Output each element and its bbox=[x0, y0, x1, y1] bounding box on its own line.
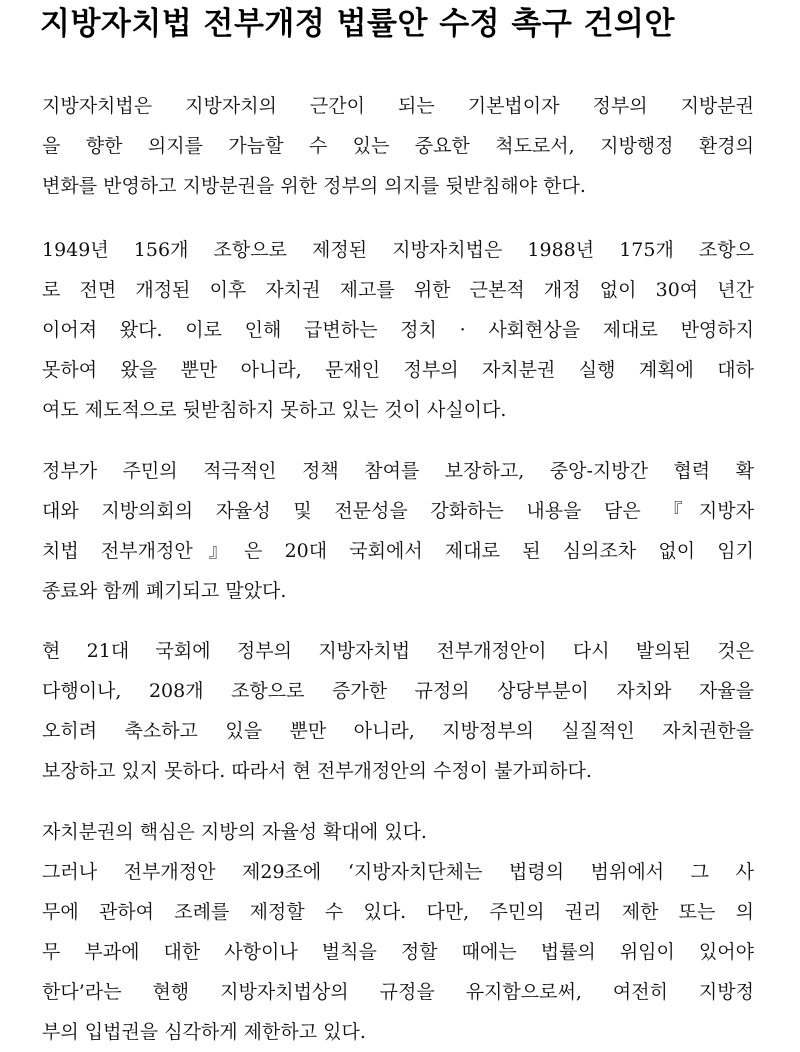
paragraph-5 bbox=[42, 812, 754, 1052]
paragraph-line: 자치분권의 핵심은 지방의 자율성 확대에 있다. bbox=[42, 821, 427, 843]
paragraph-line: 종료와 함께 폐기되고 말았다. bbox=[42, 580, 287, 602]
paragraph-line: 그러나 전부개정안 제29조에 ‘지방자치단체는 법령의 범위에서 그 사 bbox=[42, 861, 754, 883]
paragraph-line: 을 향한 의지를 가늠할 수 있는 중요한 척도로서, 지방행정 환경의 bbox=[42, 135, 754, 157]
paragraph-line: 무에 관하여 조례를 제정할 수 있다. 다만, 주민의 권리 제한 또는 의 bbox=[42, 901, 754, 923]
paragraph-line: 여도 제도적으로 뒷받침하지 못하고 있는 것이 사실이다. bbox=[42, 399, 507, 421]
paragraph-line: 이어져 왔다. 이로 인해 급변하는 정치 · 사회현상을 제대로 반영하지 bbox=[42, 319, 754, 341]
paragraph-line: 1949년 156개 조항으로 제정된 지방자치법은 1988년 175개 조항으 bbox=[42, 239, 754, 261]
paragraph-line: 다행이나, 208개 조항으로 증가한 규정의 상당부분이 자치와 자율을 bbox=[42, 680, 754, 702]
paragraph-line: 로 전면 개정된 이후 자치권 제고를 위한 근본적 개정 없이 30여 년간 bbox=[42, 279, 754, 301]
paragraph-line: 보장하고 있지 못하다. 따라서 현 전부개정안의 수정이 불가피하다. bbox=[42, 760, 592, 782]
paragraph-line: 부의 입법권을 심각하게 제한하고 있다. bbox=[42, 1021, 366, 1043]
paragraph-line: 치법 전부개정안』은 20대 국회에서 제대로 된 심의조차 없이 임기 bbox=[42, 540, 754, 562]
paragraph-line: 지방자치법은 지방자치의 근간이 되는 기본법이자 정부의 지방분권 bbox=[42, 95, 754, 117]
paragraph-line: 한다’라는 현행 지방자치법상의 규정을 유지함으로써, 여전히 지방정 bbox=[42, 981, 754, 1003]
paragraph-2 bbox=[42, 230, 754, 430]
paragraph-line: 정부가 주민의 적극적인 정책 참여를 보장하고, 중앙-지방간 협력 확 bbox=[42, 460, 754, 482]
paragraph-line: 무 부과에 대한 사항이나 벌칙을 정할 때에는 법률의 위임이 있어야 bbox=[42, 941, 754, 963]
paragraph-1 bbox=[42, 86, 754, 206]
paragraph-line: 못하여 왔을 뿐만 아니라, 문재인 정부의 자치분권 실행 계획에 대하 bbox=[42, 359, 754, 381]
paragraph-line: 변화를 반영하고 지방분권을 위한 정부의 의지를 뒷받침해야 한다. bbox=[42, 175, 586, 197]
paragraph-line: 오히려 축소하고 있을 뿐만 아니라, 지방정부의 실질적인 자치권한을 bbox=[42, 720, 754, 742]
paragraph-line: 대와 지방의회의 자율성 및 전문성을 강화하는 내용을 담은 『지방자 bbox=[42, 500, 754, 522]
paragraph-4 bbox=[42, 631, 754, 791]
document-title: 지방자치법 전부개정 법률안 수정 촉구 건의안 bbox=[40, 6, 675, 42]
paragraph-line: 현 21대 국회에 정부의 지방자치법 전부개정안이 다시 발의된 것은 bbox=[42, 640, 754, 662]
paragraph-3 bbox=[42, 451, 754, 611]
